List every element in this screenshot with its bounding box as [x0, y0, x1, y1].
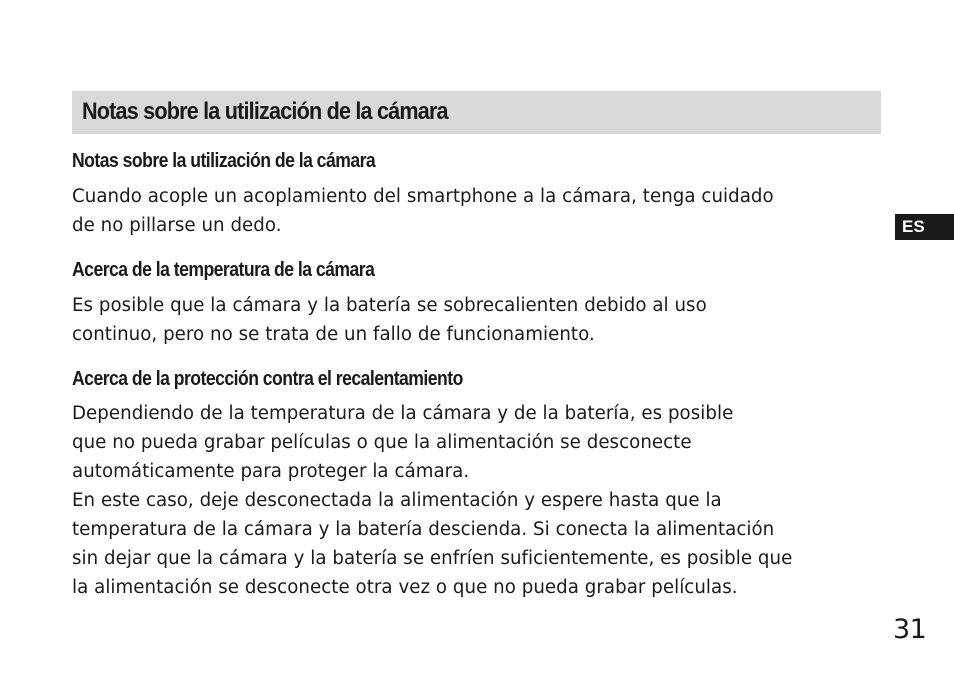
paragraph-overheat-protection [72, 399, 892, 602]
text-line: automáticamente para proteger la cámara. [72, 461, 470, 482]
text-line: Cuando acople un acoplamiento del smartphone a la cámara, tenga cuidado [72, 186, 774, 207]
subheading-overheat-protection: Acerca de la protección contra el recalentamiento [72, 368, 463, 390]
text-line: que no pueda grabar películas o que la alimentación se desconecte [72, 432, 692, 453]
text-line: Es posible que la cámara y la batería se sobrecalienten debido al uso [72, 295, 707, 316]
page-title: Notas sobre la utilización de la cámara [82, 98, 448, 125]
text-line: En este caso, deje desconectada la alimentación y espere hasta que la [72, 490, 722, 511]
paragraph-camera-use [72, 182, 892, 240]
text-line: Dependiendo de la temperatura de la cámara y de la batería, es posible [72, 403, 734, 424]
section-title-bar [72, 91, 881, 134]
text-line: sin dejar que la cámara y la batería se enfríen suficientemente, es posible que [72, 548, 793, 569]
subheading-temperature: Acerca de la temperatura de la cámara [72, 259, 375, 281]
text-line: continuo, pero no se trata de un fallo de funcionamiento. [72, 324, 595, 345]
page-number: 31 [893, 614, 927, 645]
text-line: de no pillarse un dedo. [72, 215, 282, 236]
text-line: temperatura de la cámara y la batería descienda. Si conecta la alimentación [72, 519, 775, 540]
text-line: la alimentación se desconecte otra vez o que no pueda grabar películas. [72, 577, 738, 598]
paragraph-temperature [72, 291, 892, 349]
subheading-camera-use: Notas sobre la utilización de la cámara [72, 150, 376, 172]
language-tab: ES [895, 214, 954, 240]
